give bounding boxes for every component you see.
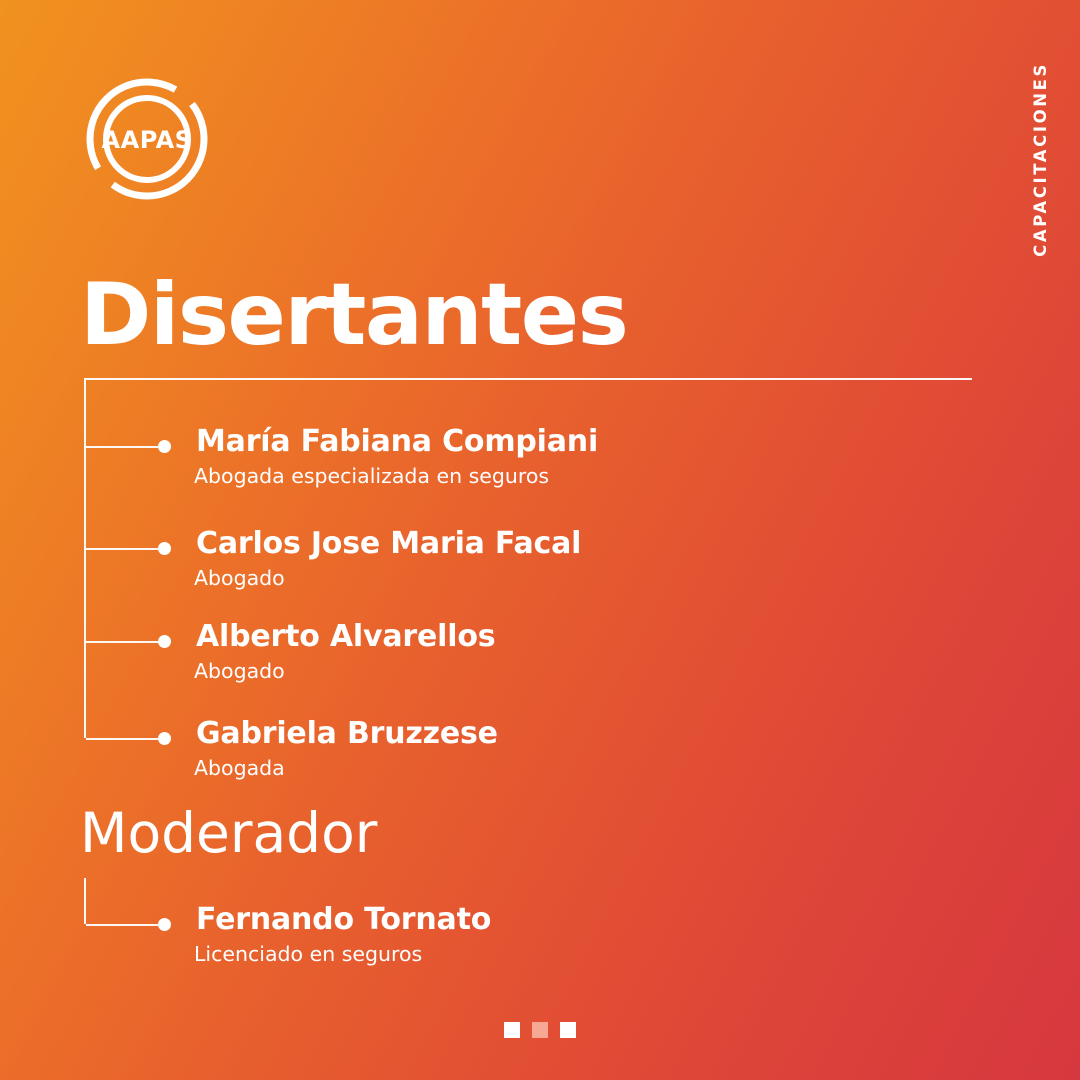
- speaker-role: Abogado: [194, 566, 285, 590]
- connector-line: [86, 641, 158, 643]
- page-title: Disertantes: [80, 265, 628, 365]
- speakers-top-rule: [84, 378, 972, 380]
- pager-dot[interactable]: [504, 1022, 520, 1038]
- aapas-logo: [86, 78, 208, 200]
- speaker-name: Alberto Alvarellos: [196, 619, 496, 654]
- speakers-vertical-rule: [84, 378, 86, 738]
- speaker-name: María Fabiana Compiani: [196, 424, 599, 459]
- speaker-role: Abogada especializada en seguros: [194, 464, 550, 488]
- bullet-dot-icon: [158, 918, 171, 931]
- moderator-heading: Moderador: [80, 801, 378, 865]
- bullet-dot-icon: [158, 732, 171, 745]
- pager-dot[interactable]: [532, 1022, 548, 1038]
- svg-text:AAPAS: AAPAS: [101, 126, 193, 154]
- side-label: CAPACITACIONES: [1031, 62, 1050, 257]
- connector-line: [86, 548, 158, 550]
- speaker-name: Gabriela Bruzzese: [196, 716, 498, 751]
- moderator-role: Licenciado en seguros: [194, 942, 423, 966]
- connector-line: [86, 924, 158, 926]
- moderator-vertical-rule: [84, 878, 86, 924]
- bullet-dot-icon: [158, 635, 171, 648]
- connector-line: [86, 738, 158, 740]
- speaker-name: Carlos Jose Maria Facal: [196, 526, 582, 561]
- bullet-dot-icon: [158, 542, 171, 555]
- moderator-name: Fernando Tornato: [196, 902, 492, 937]
- bullet-dot-icon: [158, 440, 171, 453]
- speaker-role: Abogado: [194, 659, 285, 683]
- connector-line: [86, 446, 158, 448]
- pager-dot[interactable]: [560, 1022, 576, 1038]
- pager-dots: [0, 1022, 1080, 1038]
- speaker-role: Abogada: [194, 756, 285, 780]
